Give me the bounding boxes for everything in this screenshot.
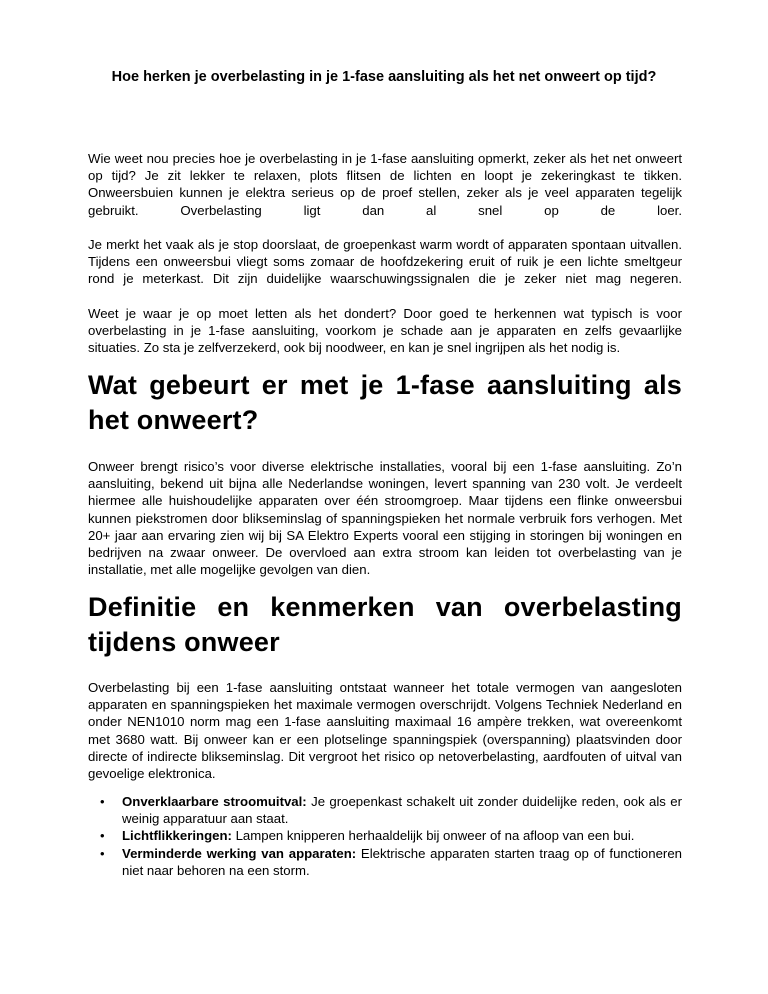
list-item-text: Lampen knipperen herhaaldelijk bij onweer of na afloop van een bui. bbox=[231, 828, 635, 844]
list-item-label: Verminderde werking van apparaten: bbox=[122, 845, 357, 861]
intro-paragraph-3: Weet je waar je op moet letten als het dondert? Door goed te herkennen wat typisch is voor overbelasting in je 1-fase aansluiting, voorkom je schade aan je apparaten en zelfs gevaarlijke situaties. Zo sta je zelfverzekerd, ook bij noodweer, en kan je snel ingrijpen als het nodig is. bbox=[88, 306, 682, 356]
list-item bbox=[88, 793, 682, 827]
symptom-list bbox=[88, 793, 682, 879]
section-2-body: Overbelasting bij een 1-fase aansluiting ontstaat wanneer het totale vermogen van aangesloten apparaten en spanningspieken het maximale vermogen overschrijdt. Volgens Techniek Nederland en onder NEN1010 norm mag een 1-fase aansluiting maximaal 16 ampère trekken, wat overeenkomt met 3680 watt. Bij onweer kan er een plotselinge spanningspiek (overspanning) plaatsvinden door directe of indirecte blikseminslag. Dit vergroot het risico op netoverbelasting, aardfouten of uitval van gevoelige elektronica. bbox=[88, 680, 682, 782]
section-heading-1: Wat gebeurt er met je 1-fase aansluiting als het onweert? bbox=[88, 370, 682, 435]
list-item-label: Lichtflikkeringen: bbox=[122, 828, 232, 844]
bullet-icon: • bbox=[100, 794, 105, 809]
section-heading-2: Definitie en kenmerken van overbelasting tijdens onweer bbox=[88, 592, 682, 657]
document-title: Hoe herken je overbelasting in je 1-fase aansluiting als het net onweert op tijd? bbox=[111, 69, 657, 85]
bullet-icon: • bbox=[100, 828, 105, 844]
bullet-icon: • bbox=[100, 845, 105, 861]
list-item bbox=[88, 827, 682, 844]
section-1-body: Onweer brengt risico’s voor diverse elektrische installaties, vooral bij een 1-fase aansluiting. Zo’n aansluiting, bekend uit bijna alle Nederlandse woningen, levert spanning van 230 volt. Je verdeelt hiermee alle huishoudelijke apparaten over één stroomgroep. Maar tijdens een flinke onweersbui kunnen piekstromen door blikseminslag of spanningspieken het normale verbruik fors verhogen. Met 20+ jaar aan ervaring zien wij bij SA Elektro Experts vooral een stijging in storingen bij woningen en bedrijven na zwaar onweer. De overvloed aan extra stroom kan leiden tot overbelasting van je installatie, met alle mogelijke gevolgen van dien. bbox=[88, 459, 682, 578]
intro-paragraph-2: Je merkt het vaak als je stop doorslaat, de groepenkast warm wordt of apparaten spontaan uitvallen. Tijdens een onweersbui vliegt soms zomaar de hoofdzekering eruit of ruik je een lichte smeltgeur rond je meterkast. Dit zijn duidelijke waarschuwingssignalen die je zeker niet mag negeren. bbox=[88, 237, 682, 287]
list-item-label: Onverklaarbare stroomuitval: bbox=[122, 794, 307, 809]
list-item-text: Je groepenkast schakelt uit zonder duidelijke reden, ook als er weinig apparatuur aan staat. bbox=[122, 794, 682, 827]
intro-paragraph-1: Wie weet nou precies hoe je overbelasting in je 1-fase aansluiting opmerkt, zeker als het net onweert op tijd? Je zit lekker te relaxen, plots flitsen de lichten en loopt je zekeringkast te tikken. Onweersbuien kunnen je elektra serieus op de proef stellen, zeker als je veel apparaten tegelijk gebruikt. Overbelasting ligt dan al snel op de loer. bbox=[88, 151, 682, 218]
list-item bbox=[88, 845, 682, 879]
list-item-text: Elektrische apparaten starten traag op of functioneren niet naar behoren na een storm. bbox=[122, 845, 682, 878]
